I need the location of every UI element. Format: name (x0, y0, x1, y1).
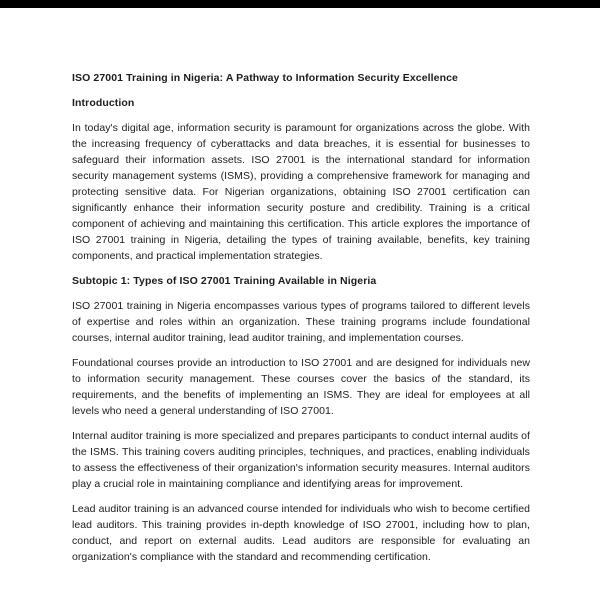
paragraph-internal-auditor-training: Internal auditor training is more specialized and prepares participants to conduct internal audits of the ISMS. This training covers auditing principles, techniques, and practices, enabling individuals to assess the effectiveness of their organization's information security measures. Internal auditors play a crucial role in maintaining compliance and identifying areas for improvement. (72, 430, 530, 490)
paragraph-foundational-courses: Foundational courses provide an introduction to ISO 27001 and are designed for individuals new to information security management. These courses cover the basics of the standard, its requirements, and the benefits of implementing an ISMS. They are ideal for employees at all levels who need a general understanding of ISO 27001. (72, 357, 530, 417)
section-heading-introduction: Introduction (72, 97, 135, 109)
section-heading-subtopic-1: Subtopic 1: Types of ISO 27001 Training Available in Nigeria (72, 275, 377, 287)
document-content (0, 8, 600, 565)
document-title: ISO 27001 Training in Nigeria: A Pathway to Information Security Excellence (72, 72, 459, 84)
paragraph-lead-auditor-training: Lead auditor training is an advanced course intended for individuals who wish to become certified lead auditors. This training provides in-depth knowledge of ISO 27001, including how to plan, conduct, and report on external audits. Lead auditors are responsible for evaluating an organization's compliance with the standard and recommending certification. (72, 503, 530, 563)
top-edge-bar (0, 0, 600, 8)
paragraph-training-types-overview: ISO 27001 training in Nigeria encompasses various types of programs tailored to different levels of expertise and roles within an organization. These training programs include foundational courses, internal auditor training, lead auditor training, and implementation courses. (72, 300, 530, 344)
paragraph-introduction: In today's digital age, information security is paramount for organizations across the globe. With the increasing frequency of cyberattacks and data breaches, it is essential for businesses to safeguard their information assets. ISO 27001 is the international standard for information security management systems (ISMS), providing a comprehensive framework for managing and protecting sensitive data. For Nigerian organizations, obtaining ISO 27001 certification can significantly enhance their information security posture and credibility. Training is a critical component of achieving and maintaining this certification. This article explores the importance of ISO 27001 training in Nigeria, detailing the types of training available, benefits, key training components, and practical implementation strategies. (72, 122, 530, 262)
